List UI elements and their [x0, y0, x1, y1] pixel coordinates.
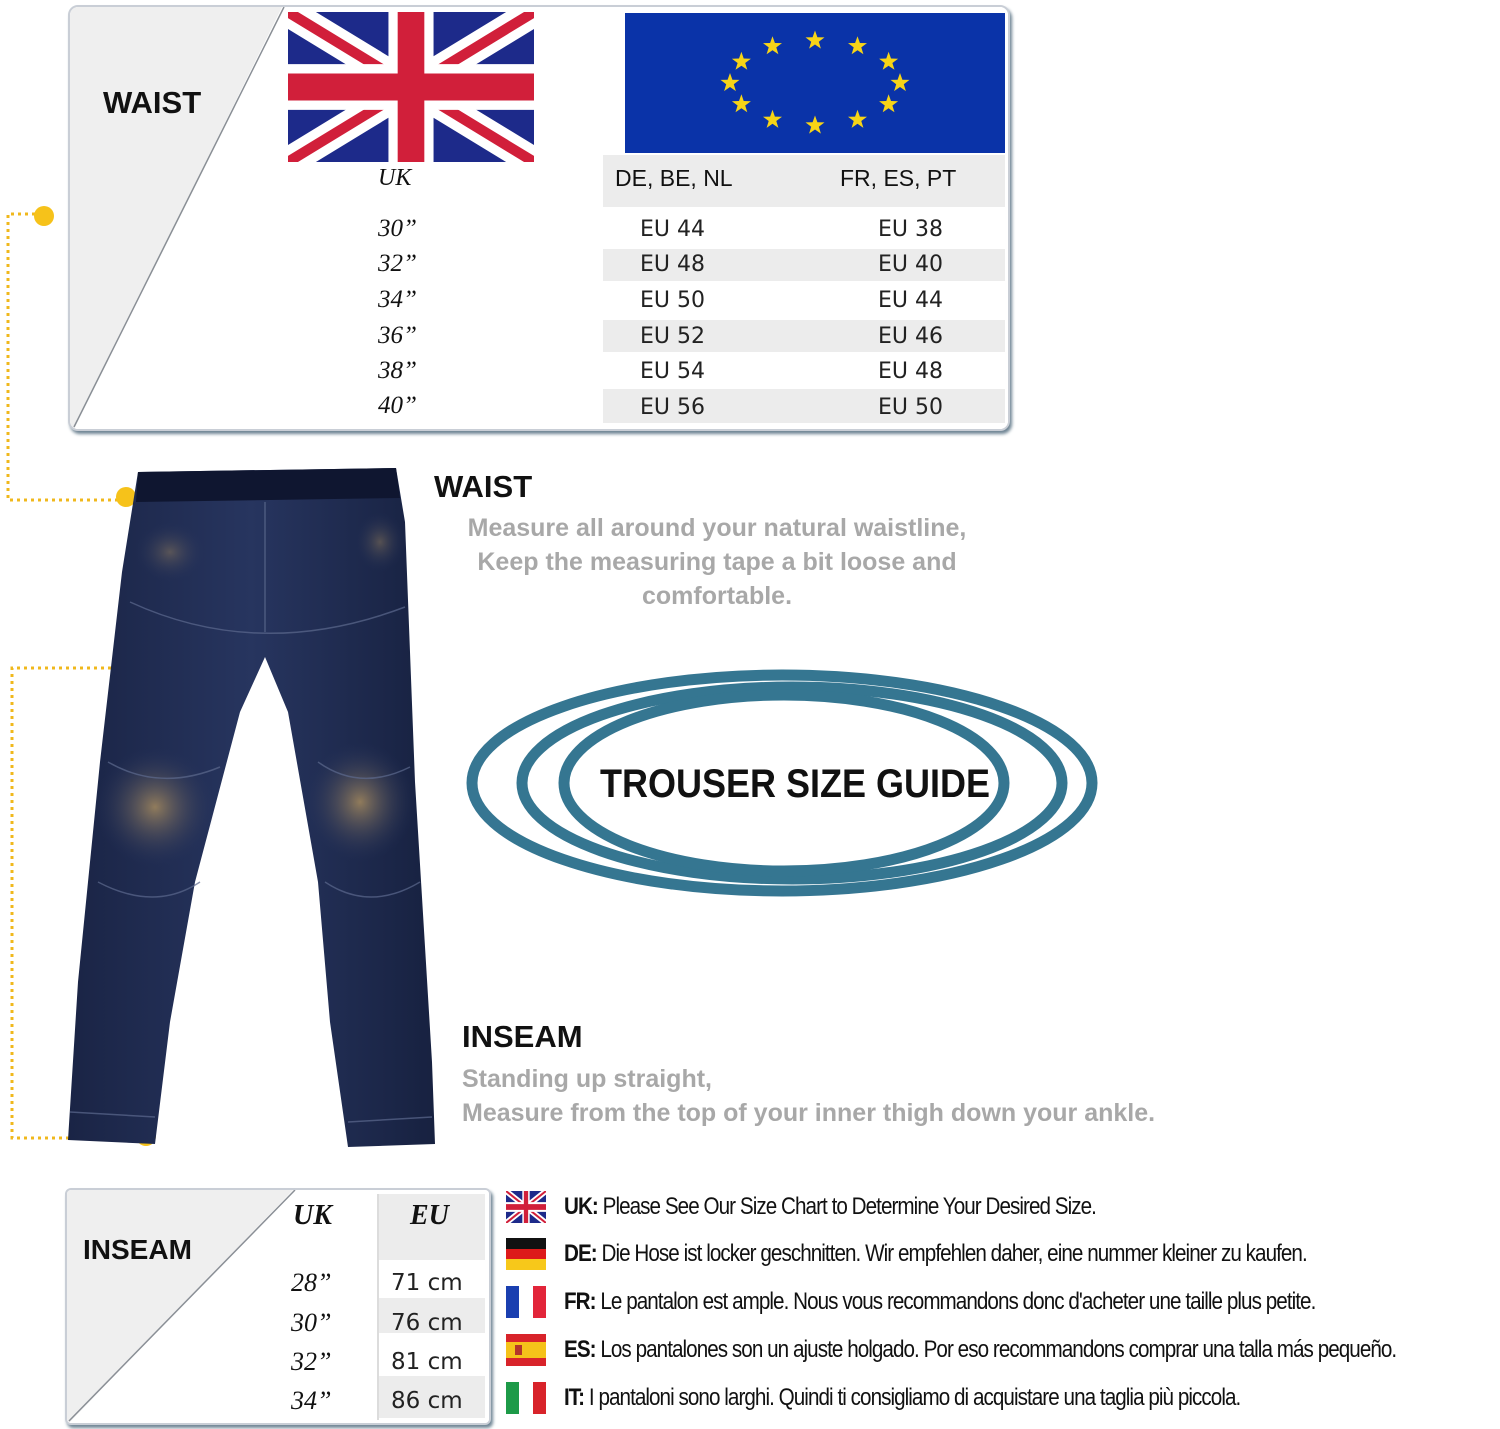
inseam-instruction-line: Standing up straight, — [462, 1065, 712, 1093]
waist-table-dot — [34, 206, 54, 226]
inseam-row-uk: 34” — [291, 1386, 332, 1415]
note-code: UK: — [564, 1193, 598, 1220]
waist-table-label: WAIST — [103, 85, 202, 120]
waist-row-uk: 38” — [378, 357, 417, 384]
inseam-row-eu: 81 cm — [391, 1349, 463, 1375]
inseam-instructions — [462, 1062, 1155, 1130]
note-body: Los pantalones son un ajuste holgado. Por eso recommandons comprar una talla más pequeño. — [595, 1336, 1397, 1363]
waist-header-fr: FR, ES, PT — [840, 165, 957, 191]
it-flag-icon — [506, 1382, 546, 1414]
waist-row-fr: EU 44 — [878, 288, 943, 313]
note-uk — [506, 1189, 1183, 1225]
note-es — [506, 1332, 1500, 1368]
waist-row-de: EU 44 — [640, 217, 705, 242]
waist-row-fr: EU 38 — [878, 217, 943, 242]
note-de — [506, 1236, 1428, 1272]
waist-row-de: EU 50 — [640, 288, 705, 313]
note-body: Die Hose ist locker geschnitten. Wir empfehlen daher, eine nummer kleiner zu kaufen. — [596, 1240, 1307, 1267]
note-body: Please See Our Size Chart to Determine Your Desired Size. — [597, 1193, 1096, 1220]
inseam-row-eu: 71 cm — [391, 1270, 463, 1296]
waist-row-de: EU 54 — [640, 359, 705, 384]
fr-flag-icon — [506, 1286, 546, 1318]
es-flag-icon — [506, 1334, 546, 1366]
inseam-row-eu: 86 cm — [391, 1388, 463, 1414]
waist-row-de: EU 48 — [640, 252, 705, 277]
note-body: Le pantalon est ample. Nous vous recommandons donc d'acheter une taille plus petite. — [595, 1288, 1316, 1315]
note-fr — [506, 1284, 1438, 1320]
inseam-title: INSEAM — [462, 1019, 583, 1054]
note-code: IT: — [564, 1384, 585, 1411]
jeans-image — [60, 462, 445, 1154]
inseam-header-uk: UK — [293, 1200, 332, 1231]
note-code: ES: — [564, 1336, 596, 1363]
waist-header-uk: UK — [378, 165, 412, 191]
waist-row-uk: 36” — [378, 322, 417, 349]
waist-row-fr: EU 46 — [878, 324, 943, 349]
note-text — [564, 1336, 1396, 1364]
note-text — [564, 1288, 1315, 1316]
note-code: DE: — [564, 1240, 597, 1267]
inseam-instruction-line: Measure from the top of your inner thigh down your ankle. — [462, 1099, 1156, 1127]
waist-row-fr: EU 50 — [878, 395, 943, 420]
note-code: FR: — [564, 1288, 596, 1315]
waist-title: WAIST — [434, 469, 533, 504]
guide-title: TROUSER SIZE GUIDE — [600, 762, 991, 806]
note-body: I pantaloni sono larghi. Quindi ti consigliamo di acquistare una taglia più piccola. — [584, 1384, 1241, 1411]
waist-row-de: EU 52 — [640, 324, 705, 349]
note-text — [564, 1240, 1307, 1268]
waist-header-de: DE, BE, NL — [615, 165, 733, 191]
waist-row-uk: 32” — [378, 250, 417, 277]
de-flag-icon — [506, 1238, 546, 1270]
waist-row-de: EU 56 — [640, 395, 705, 420]
waist-row-fr: EU 40 — [878, 252, 943, 277]
inseam-row-eu: 76 cm — [391, 1310, 463, 1336]
waist-row-fr: EU 48 — [878, 359, 943, 384]
inseam-row-uk: 30” — [291, 1308, 332, 1337]
note-text — [564, 1193, 1096, 1221]
note-text — [564, 1384, 1240, 1412]
inseam-table-label: INSEAM — [83, 1234, 192, 1265]
waist-row-uk: 34” — [378, 286, 417, 313]
waist-row-uk: 40” — [378, 392, 417, 419]
waist-instruction-line: Keep the measuring tape a bit loose and — [477, 548, 957, 576]
note-it — [506, 1380, 1350, 1416]
uk-flag-icon — [506, 1191, 546, 1223]
inseam-size-table — [65, 1188, 491, 1425]
inseam-row-uk: 28” — [291, 1268, 332, 1297]
waist-instructions — [434, 511, 1000, 613]
waist-instruction-line: comfortable. — [641, 582, 793, 610]
waist-instruction-line: Measure all around your natural waistline, — [467, 514, 967, 542]
waist-row-uk: 30” — [378, 215, 417, 242]
inseam-header-eu: EU — [410, 1200, 449, 1231]
inseam-row-uk: 32” — [291, 1347, 332, 1376]
